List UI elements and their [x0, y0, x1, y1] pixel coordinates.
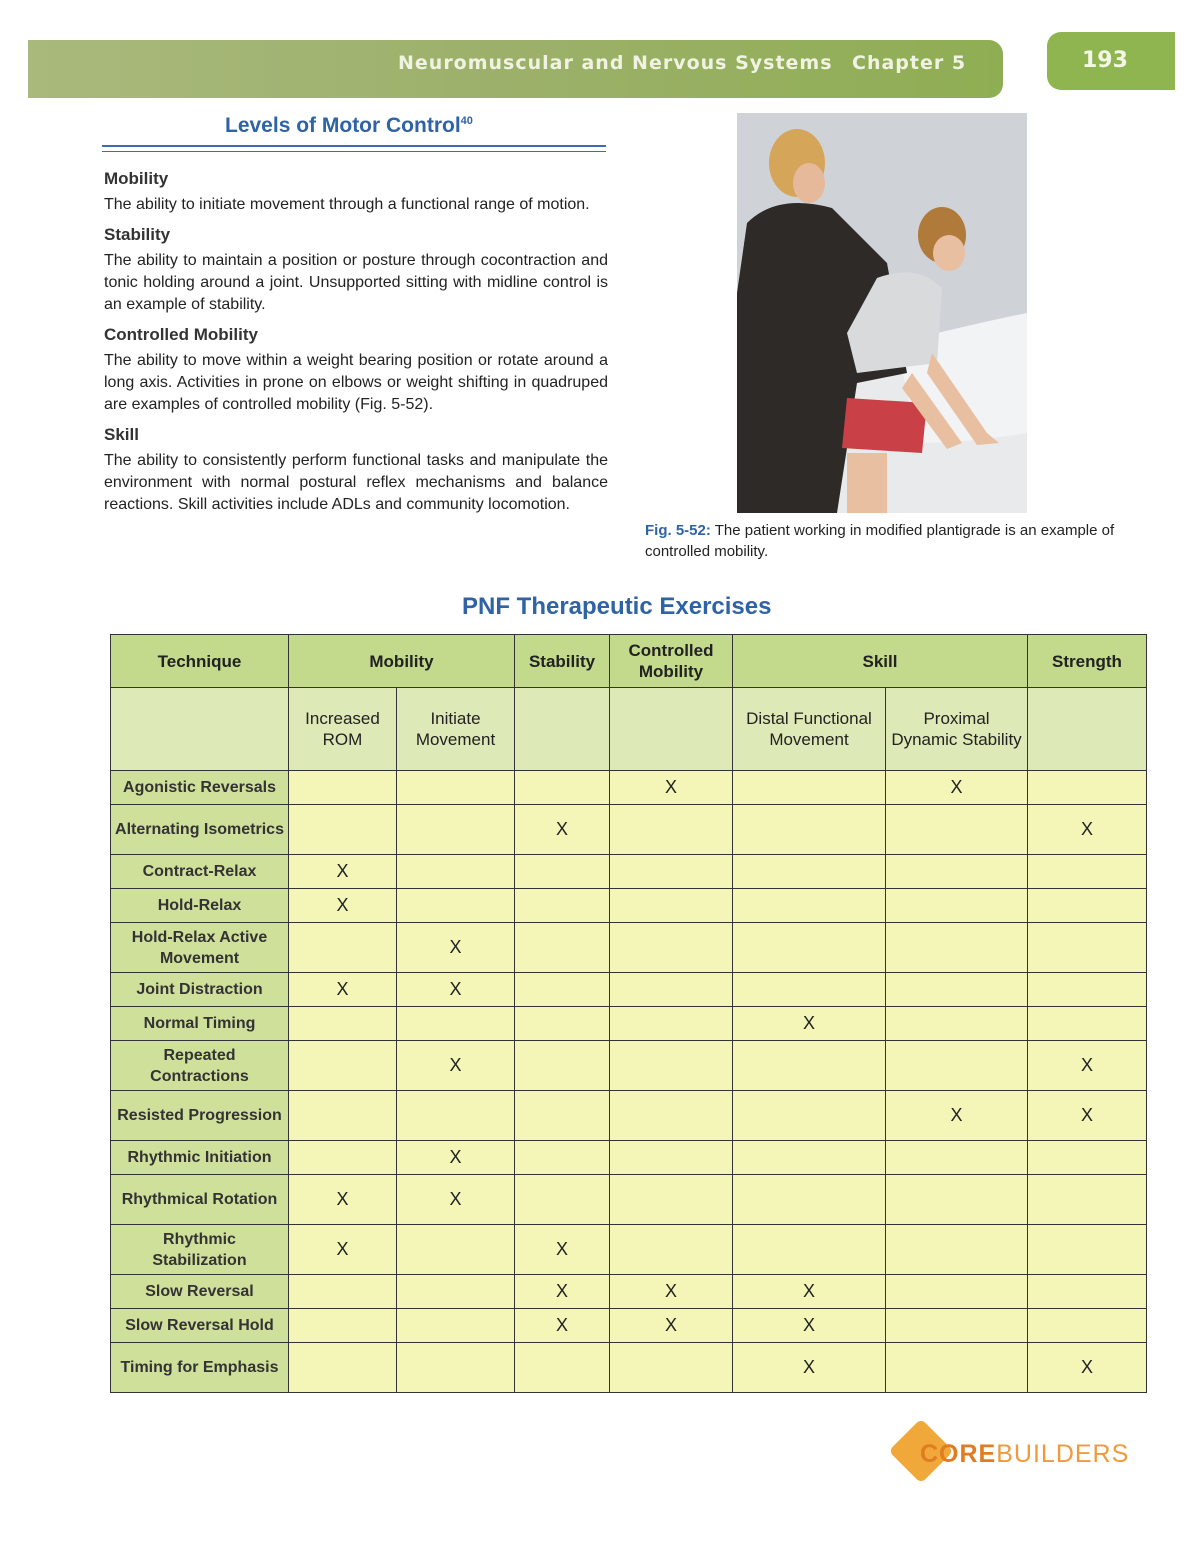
- table-cell: [515, 1175, 610, 1225]
- table-cell: [397, 1309, 515, 1343]
- technique-cell: Joint Distraction: [111, 973, 289, 1007]
- table-cell: [610, 973, 733, 1007]
- technique-cell: Normal Timing: [111, 1007, 289, 1041]
- table-cell: [610, 1175, 733, 1225]
- table-cell: [1028, 889, 1147, 923]
- subheader-empty: [111, 688, 289, 771]
- table-row: [111, 855, 1147, 889]
- table-cell: [1028, 973, 1147, 1007]
- table-cell: [886, 923, 1028, 973]
- table-cell: X: [397, 973, 515, 1007]
- table-cell: [397, 855, 515, 889]
- table-cell: [289, 1141, 397, 1175]
- table-row: [111, 1225, 1147, 1275]
- subheader-empty: [515, 688, 610, 771]
- header-controlled-mobility: Controlled Mobility: [610, 635, 733, 688]
- table-row: [111, 1007, 1147, 1041]
- table-cell: [886, 1309, 1028, 1343]
- title-rule: [102, 145, 606, 147]
- technique-cell: Repeated Contractions: [111, 1041, 289, 1091]
- header-strength: Strength: [1028, 635, 1147, 688]
- running-header-section: Neuromuscular and Nervous Systems: [398, 52, 833, 74]
- term-skill: Skill: [104, 425, 139, 444]
- pnf-exercises-table: [110, 634, 1147, 1393]
- table-cell: X: [515, 1275, 610, 1309]
- table-cell: [1028, 855, 1147, 889]
- table-cell: [515, 889, 610, 923]
- table-cell: X: [733, 1343, 886, 1393]
- table-cell: X: [886, 771, 1028, 805]
- photo-illustration: [737, 113, 1027, 513]
- technique-cell: Hold-Relax: [111, 889, 289, 923]
- subheader-empty: [610, 688, 733, 771]
- motor-control-definitions: [104, 168, 608, 524]
- term-mobility: Mobility: [104, 169, 169, 188]
- table-cell: [289, 805, 397, 855]
- table-cell: [886, 805, 1028, 855]
- running-header-chapter: Chapter 5: [852, 52, 967, 74]
- technique-cell: Rhythmic Initiation: [111, 1141, 289, 1175]
- table-row: [111, 889, 1147, 923]
- figure-caption-text: The patient working in modified plantigrade is an example of controlled mobility.: [645, 522, 1115, 560]
- table-cell: [733, 1175, 886, 1225]
- subheader-initiate-movement: Initiate Movement: [397, 688, 515, 771]
- table-row: [111, 1343, 1147, 1393]
- table-cell: [886, 1343, 1028, 1393]
- page-number: 193: [1082, 48, 1128, 73]
- technique-cell: Slow Reversal: [111, 1275, 289, 1309]
- table-cell: X: [289, 855, 397, 889]
- table-cell: X: [1028, 1343, 1147, 1393]
- table-cell: [515, 1007, 610, 1041]
- table-cell: [610, 1091, 733, 1141]
- table-cell: [289, 923, 397, 973]
- table-cell: X: [289, 973, 397, 1007]
- table-cell: [610, 805, 733, 855]
- table-row: [111, 1091, 1147, 1141]
- table-row: [111, 1041, 1147, 1091]
- table-cell: [886, 1225, 1028, 1275]
- technique-cell: Hold-Relax Active Movement: [111, 923, 289, 973]
- header-mobility: Mobility: [289, 635, 515, 688]
- table-cell: [289, 1041, 397, 1091]
- table-cell: [515, 1091, 610, 1141]
- table-cell: X: [610, 1309, 733, 1343]
- table-cell: X: [515, 805, 610, 855]
- table-cell: [397, 1343, 515, 1393]
- table-cell: [733, 1041, 886, 1091]
- table-cell: [397, 1225, 515, 1275]
- table-cell: X: [733, 1275, 886, 1309]
- table-cell: [886, 855, 1028, 889]
- figure-caption: [645, 520, 1115, 562]
- table-cell: [733, 805, 886, 855]
- table-cell: X: [397, 1141, 515, 1175]
- table-cell: [515, 771, 610, 805]
- table-cell: [733, 855, 886, 889]
- table-cell: [886, 1175, 1028, 1225]
- table-cell: [886, 1275, 1028, 1309]
- table-row: [111, 771, 1147, 805]
- table-cell: [610, 855, 733, 889]
- table-cell: [289, 1309, 397, 1343]
- table-cell: [289, 1091, 397, 1141]
- header-stability: Stability: [515, 635, 610, 688]
- table-cell: [886, 1007, 1028, 1041]
- motor-control-title: Levels of Motor Control$^{40}$: [225, 114, 473, 137]
- subheader-increased-rom: Increased ROM: [289, 688, 397, 771]
- header-technique: Technique: [111, 635, 289, 688]
- table-cell: [1028, 1275, 1147, 1309]
- table-cell: [886, 889, 1028, 923]
- table-cell: X: [289, 1225, 397, 1275]
- table-cell: [397, 771, 515, 805]
- definition-stability: The ability to maintain a position or posture through cocontraction and tonic holding around a joint. Unsupported sitting with midline control is an example of stability.: [104, 252, 608, 313]
- table-cell: [733, 1225, 886, 1275]
- table-cell: [397, 805, 515, 855]
- pnf-table-title: PNF Therapeutic Exercises: [462, 593, 772, 620]
- citation: 40: [460, 115, 473, 127]
- table-row: [111, 1141, 1147, 1175]
- table-cell: [610, 889, 733, 923]
- technique-cell: Resisted Progression: [111, 1091, 289, 1141]
- table-cell: [1028, 1007, 1147, 1041]
- definition-controlled-mobility: The ability to move within a weight bearing position or rotate around a long axis. Activities in prone on elbows or weight shifting in quadruped are examples of controlled mobility (Fig. 5-52).: [104, 352, 608, 413]
- table-cell: [289, 1275, 397, 1309]
- table-cell: [733, 1141, 886, 1175]
- table-cell: X: [289, 889, 397, 923]
- table-cell: [1028, 1175, 1147, 1225]
- header-skill: Skill: [733, 635, 1028, 688]
- technique-cell: Contract-Relax: [111, 855, 289, 889]
- table-row: [111, 1175, 1147, 1225]
- table-row: [111, 805, 1147, 855]
- table-cell: [1028, 1309, 1147, 1343]
- table-cell: X: [610, 1275, 733, 1309]
- table-cell: [610, 1007, 733, 1041]
- table-cell: X: [1028, 1041, 1147, 1091]
- table-cell: [1028, 771, 1147, 805]
- definition-skill: The ability to consistently perform functional tasks and manipulate the environment with normal postural reflex mechanisms and balance reactions. Skill activities include ADLs and community locomotion.: [104, 452, 608, 513]
- table-cell: X: [1028, 1091, 1147, 1141]
- subheader-proximal-dynamic: Proximal Dynamic Stability: [886, 688, 1028, 771]
- table-cell: X: [397, 1041, 515, 1091]
- figure-label: Fig. 5-52:: [645, 522, 711, 539]
- table-cell: [733, 923, 886, 973]
- table-cell: [397, 889, 515, 923]
- term-controlled-mobility: Controlled Mobility: [104, 325, 258, 344]
- table-cell: [886, 1041, 1028, 1091]
- table-cell: [610, 923, 733, 973]
- table-cell: X: [289, 1175, 397, 1225]
- table-cell: [1028, 1225, 1147, 1275]
- corebuilders-logo: [920, 1440, 1129, 1469]
- table-cell: [610, 1343, 733, 1393]
- table-cell: X: [1028, 805, 1147, 855]
- subheader-distal-functional: Distal Functional Movement: [733, 688, 886, 771]
- table-cell: [397, 1091, 515, 1141]
- table-cell: X: [515, 1309, 610, 1343]
- table-cell: [610, 1225, 733, 1275]
- term-stability: Stability: [104, 225, 171, 244]
- technique-cell: Agonistic Reversals: [111, 771, 289, 805]
- table-cell: X: [610, 771, 733, 805]
- table-cell: [289, 771, 397, 805]
- logo-part1: CORE: [920, 1440, 997, 1468]
- table-cell: [1028, 923, 1147, 973]
- table-cell: [515, 973, 610, 1007]
- table-cell: X: [397, 923, 515, 973]
- table-cell: [733, 973, 886, 1007]
- technique-cell: Rhythmic Stabilization: [111, 1225, 289, 1275]
- table-cell: [515, 1141, 610, 1175]
- table-cell: X: [886, 1091, 1028, 1141]
- logo-part2: BUILDERS: [996, 1440, 1130, 1468]
- table-cell: [515, 855, 610, 889]
- table-cell: [289, 1007, 397, 1041]
- table-cell: [515, 1343, 610, 1393]
- table-cell: [1028, 1141, 1147, 1175]
- technique-cell: Rhythmical Rotation: [111, 1175, 289, 1225]
- table-cell: [289, 1343, 397, 1393]
- table-cell: X: [733, 1007, 886, 1041]
- technique-cell: Timing for Emphasis: [111, 1343, 289, 1393]
- table-cell: [515, 1041, 610, 1091]
- table-row: [111, 1309, 1147, 1343]
- table-cell: [733, 889, 886, 923]
- technique-cell: Alternating Isometrics: [111, 805, 289, 855]
- table-cell: X: [397, 1175, 515, 1225]
- table-row: [111, 923, 1147, 973]
- title-rule: [102, 151, 606, 152]
- table-cell: [886, 1141, 1028, 1175]
- table-cell: [397, 1007, 515, 1041]
- table-cell: [610, 1141, 733, 1175]
- definition-mobility: The ability to initiate movement through a functional range of motion.: [104, 196, 590, 213]
- table-cell: [733, 1091, 886, 1141]
- table-cell: [733, 771, 886, 805]
- table-cell: [610, 1041, 733, 1091]
- table-cell: X: [515, 1225, 610, 1275]
- technique-cell: Slow Reversal Hold: [111, 1309, 289, 1343]
- table-row: [111, 1275, 1147, 1309]
- subheader-empty: [1028, 688, 1147, 771]
- table-cell: X: [733, 1309, 886, 1343]
- table-cell: [886, 973, 1028, 1007]
- figure-photo: [737, 113, 1027, 513]
- table-cell: [397, 1275, 515, 1309]
- table-cell: [515, 923, 610, 973]
- table-row: [111, 973, 1147, 1007]
